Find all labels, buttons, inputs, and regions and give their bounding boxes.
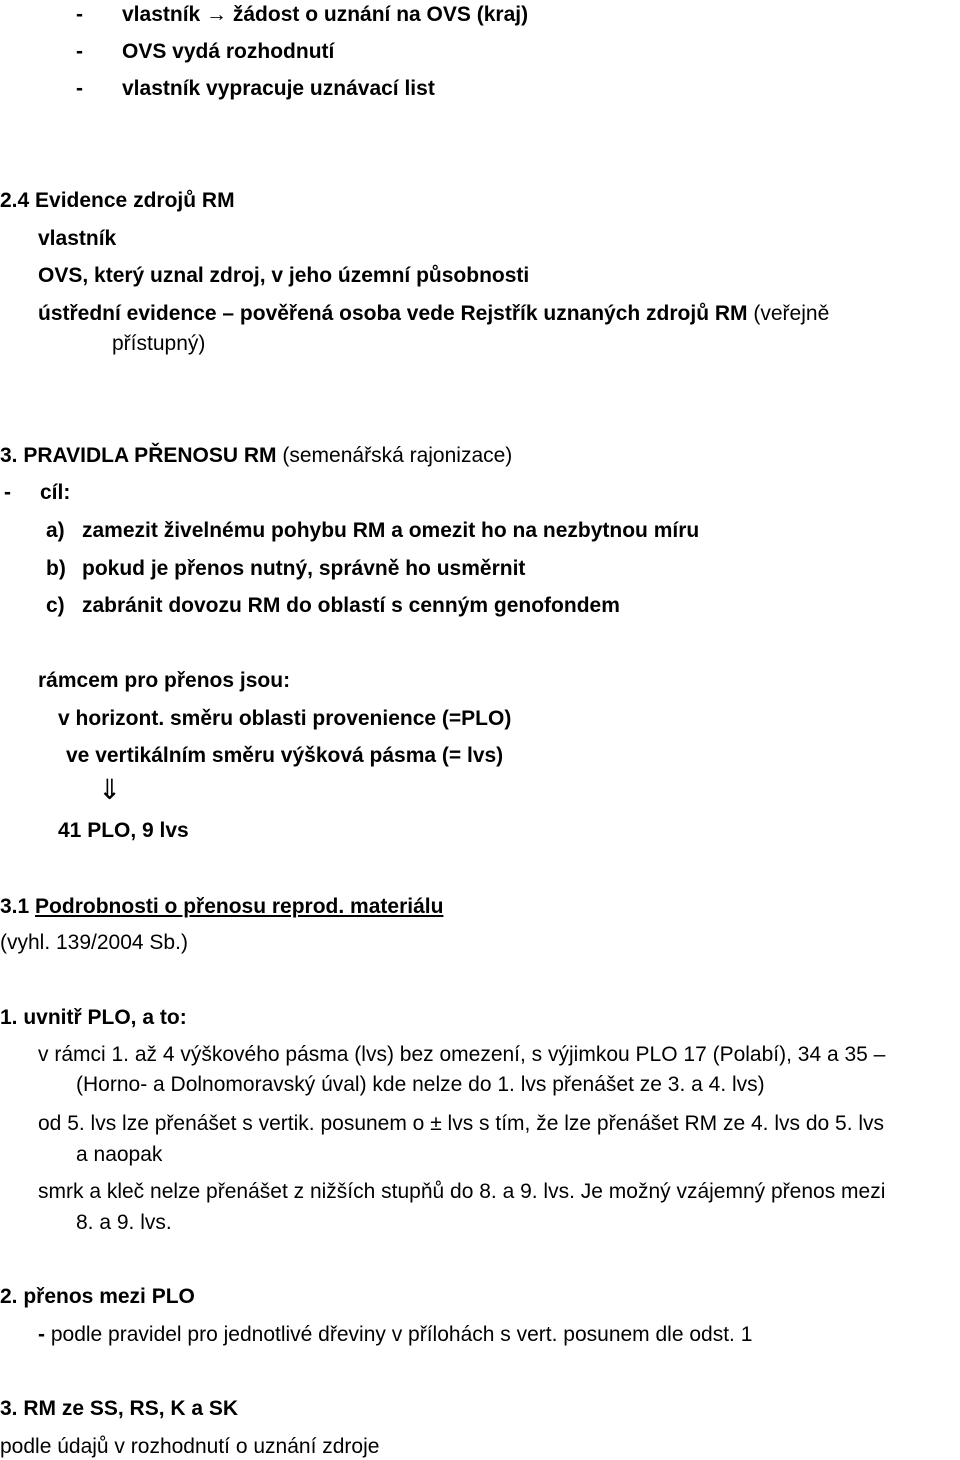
step-text: vlastník → žádost o uznání na OVS (kraj) — [122, 3, 529, 26]
point-2-text — [38, 1324, 752, 1345]
point-1-line-3: od 5. lvs lze přenášet s vertik. posunem o ± lvs s tím, že lze přenášet RM ze 4. lvs do 5. lvs — [38, 1112, 885, 1135]
step-text: OVS vydá rozhodnutí — [122, 40, 335, 63]
section-2-4-heading: 2.4 Evidence zdrojů RM — [0, 189, 235, 212]
section-3-title: 3. PRAVIDLA PŘENOSU RM — [0, 444, 277, 467]
goal-item-b — [46, 558, 525, 579]
step-3 — [76, 78, 435, 99]
section-3-heading — [0, 445, 512, 466]
point-1-line-6: 8. a 9. lvs. — [76, 1211, 172, 1234]
frame-horizontal: v horizont. směru oblasti provenience (=PLO) — [58, 707, 512, 730]
goal-letter: b) — [46, 557, 66, 580]
point-1-line-2: (Horno- a Dolnomoravský úval) kde nelze do 1. lvs přenášet ze 3. a 4. lvs) — [76, 1073, 765, 1096]
decree-reference: (vyhl. 139/2004 Sb.) — [0, 931, 188, 954]
goal-letter: a) — [46, 519, 65, 542]
goal-text: zamezit živelnému pohybu RM a omezit ho na nezbytnou míru — [82, 519, 700, 542]
list-dash: - — [4, 481, 11, 504]
frame-vertical: ve vertikálním směru výšková pásma (= lvs) — [66, 744, 504, 767]
goal-label: cíl: — [40, 481, 71, 504]
evidence-central-note: (veřejně — [753, 302, 830, 325]
down-double-arrow-icon: ⇓ — [98, 774, 122, 805]
evidence-item-central — [38, 303, 829, 324]
step-1 — [76, 4, 528, 25]
goal-item-a — [46, 520, 699, 541]
list-dash: - — [76, 77, 83, 100]
evidence-item-ovs: OVS, který uznal zdroj, v jeho územní působnosti — [38, 264, 530, 287]
point-1-heading: 1. uvnitř PLO, a to: — [0, 1006, 187, 1029]
list-dash: - — [76, 3, 83, 26]
step-2 — [76, 41, 334, 62]
list-dash: - — [76, 40, 83, 63]
step-text: vlastník vypracuje uznávací list — [122, 77, 435, 100]
goal-text: zabránit dovozu RM do oblastí s cenným genofondem — [82, 594, 620, 617]
list-dash: - — [38, 1323, 45, 1346]
point-3-text: podle údajů v rozhodnutí o uznání zdroje — [0, 1435, 380, 1458]
evidence-item-owner: vlastník — [38, 227, 117, 250]
goal-heading — [4, 482, 70, 503]
goal-letter: c) — [46, 594, 65, 617]
point-2-body: podle pravidel pro jednotlivé dřeviny v přílohách s vert. posunem dle odst. 1 — [50, 1323, 753, 1346]
frame-intro: rámcem pro přenos jsou: — [38, 669, 291, 692]
section-3-1-heading — [0, 896, 443, 917]
frame-result: 41 PLO, 9 lvs — [58, 819, 189, 842]
goal-text: pokud je přenos nutný, správně ho usměrnit — [82, 557, 526, 580]
point-1-line-5: smrk a kleč nelze přenášet z nižších stupňů do 8. a 9. lvs. Je možný vzájemný přenos mezi — [38, 1180, 886, 1203]
evidence-central-text: ústřední evidence – pověřená osoba vede Rejstřík uznaných zdrojů RM — [38, 302, 748, 325]
goal-item-c — [46, 595, 620, 616]
point-1-line-4: a naopak — [76, 1143, 163, 1166]
point-3-heading: 3. RM ze SS, RS, K a SK — [0, 1397, 239, 1420]
section-3-subtitle: (semenářská rajonizace) — [282, 444, 513, 467]
point-2-heading: 2. přenos mezi PLO — [0, 1285, 195, 1308]
section-3-1-title: Podrobnosti o přenosu reprod. materiálu — [35, 895, 444, 918]
section-3-1-number: 3.1 — [0, 895, 30, 918]
evidence-central-note-cont: přístupný) — [112, 332, 206, 355]
point-1-line-1: v rámci 1. až 4 výškového pásma (lvs) bez omezení, s výjimkou PLO 17 (Polabí), 34 a 35 – — [38, 1043, 886, 1066]
